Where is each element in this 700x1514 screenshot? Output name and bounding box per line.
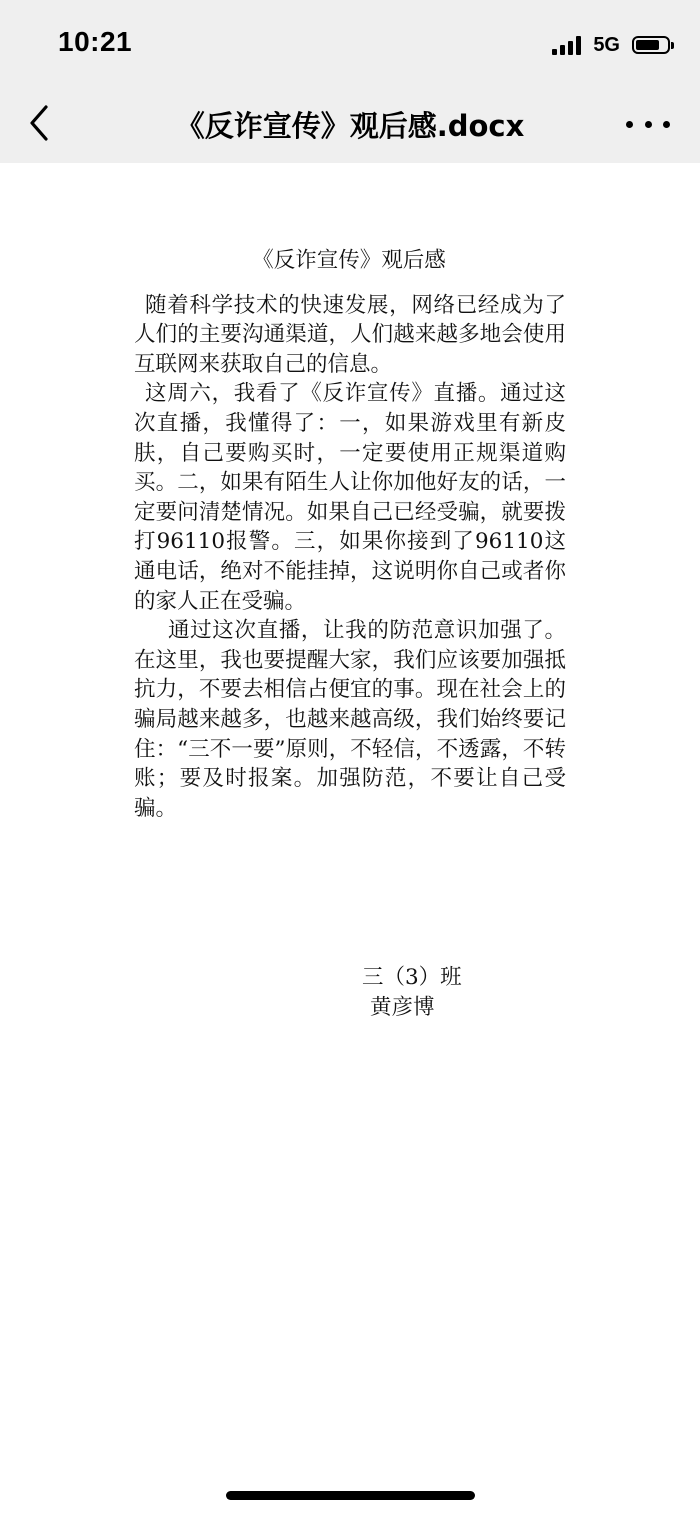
more-dot xyxy=(663,121,670,128)
network-type: 5G xyxy=(593,33,620,56)
signature-class: 三（3）班 xyxy=(362,965,462,990)
paragraph: 通过这次直播，让我的防范意识加强了。在这里，我也要提醒大家，我们应该要加强抵抗力，不要去相信占便宜的事。现在社会上的骗局越来越多，也越来越高级，我们始终要记住：“三不一要”原则，不轻信，不透露，不转账；要及时报案。加强防范，不要让自己受骗。 xyxy=(134,618,566,821)
chevron-left-icon xyxy=(22,100,62,146)
top-bar xyxy=(0,0,700,163)
document-filename: 《反诈宣传》观后感.docx xyxy=(175,109,525,143)
paragraph: 随着科学技术的快速发展，网络已经成为了人们的主要沟通渠道，人们越来越多地会使用互联网来获取自己的信息。 xyxy=(134,292,566,377)
back-button[interactable] xyxy=(22,100,62,146)
cellular-signal-icon xyxy=(552,35,581,55)
more-dot xyxy=(626,121,633,128)
more-button[interactable] xyxy=(626,106,670,142)
battery-icon xyxy=(632,36,670,54)
document-body xyxy=(134,246,566,823)
signature-name: 黄彦博 xyxy=(370,995,435,1020)
signature xyxy=(362,963,462,1023)
battery-level xyxy=(636,40,659,50)
navigation-bar xyxy=(0,90,700,160)
more-dot xyxy=(645,121,652,128)
document-title: 《反诈宣传》观后感 xyxy=(252,248,446,273)
status-time: 10:21 xyxy=(58,26,133,57)
paragraph: 这周六，我看了《反诈宣传》直播。通过这次直播，我懂得了：一，如果游戏里有新皮肤，自己要购买时，一定要使用正规渠道购买。二，如果有陌生人让你加他好友的话，一定要问清楚情况。如果自己已经受骗，就要拨打96110报警。三，如果你接到了96110这通电话，绝对不能挂掉，这说明你自己或者你的家人正在受骗。 xyxy=(134,381,566,614)
home-indicator[interactable] xyxy=(226,1491,475,1500)
status-indicators xyxy=(552,32,670,58)
